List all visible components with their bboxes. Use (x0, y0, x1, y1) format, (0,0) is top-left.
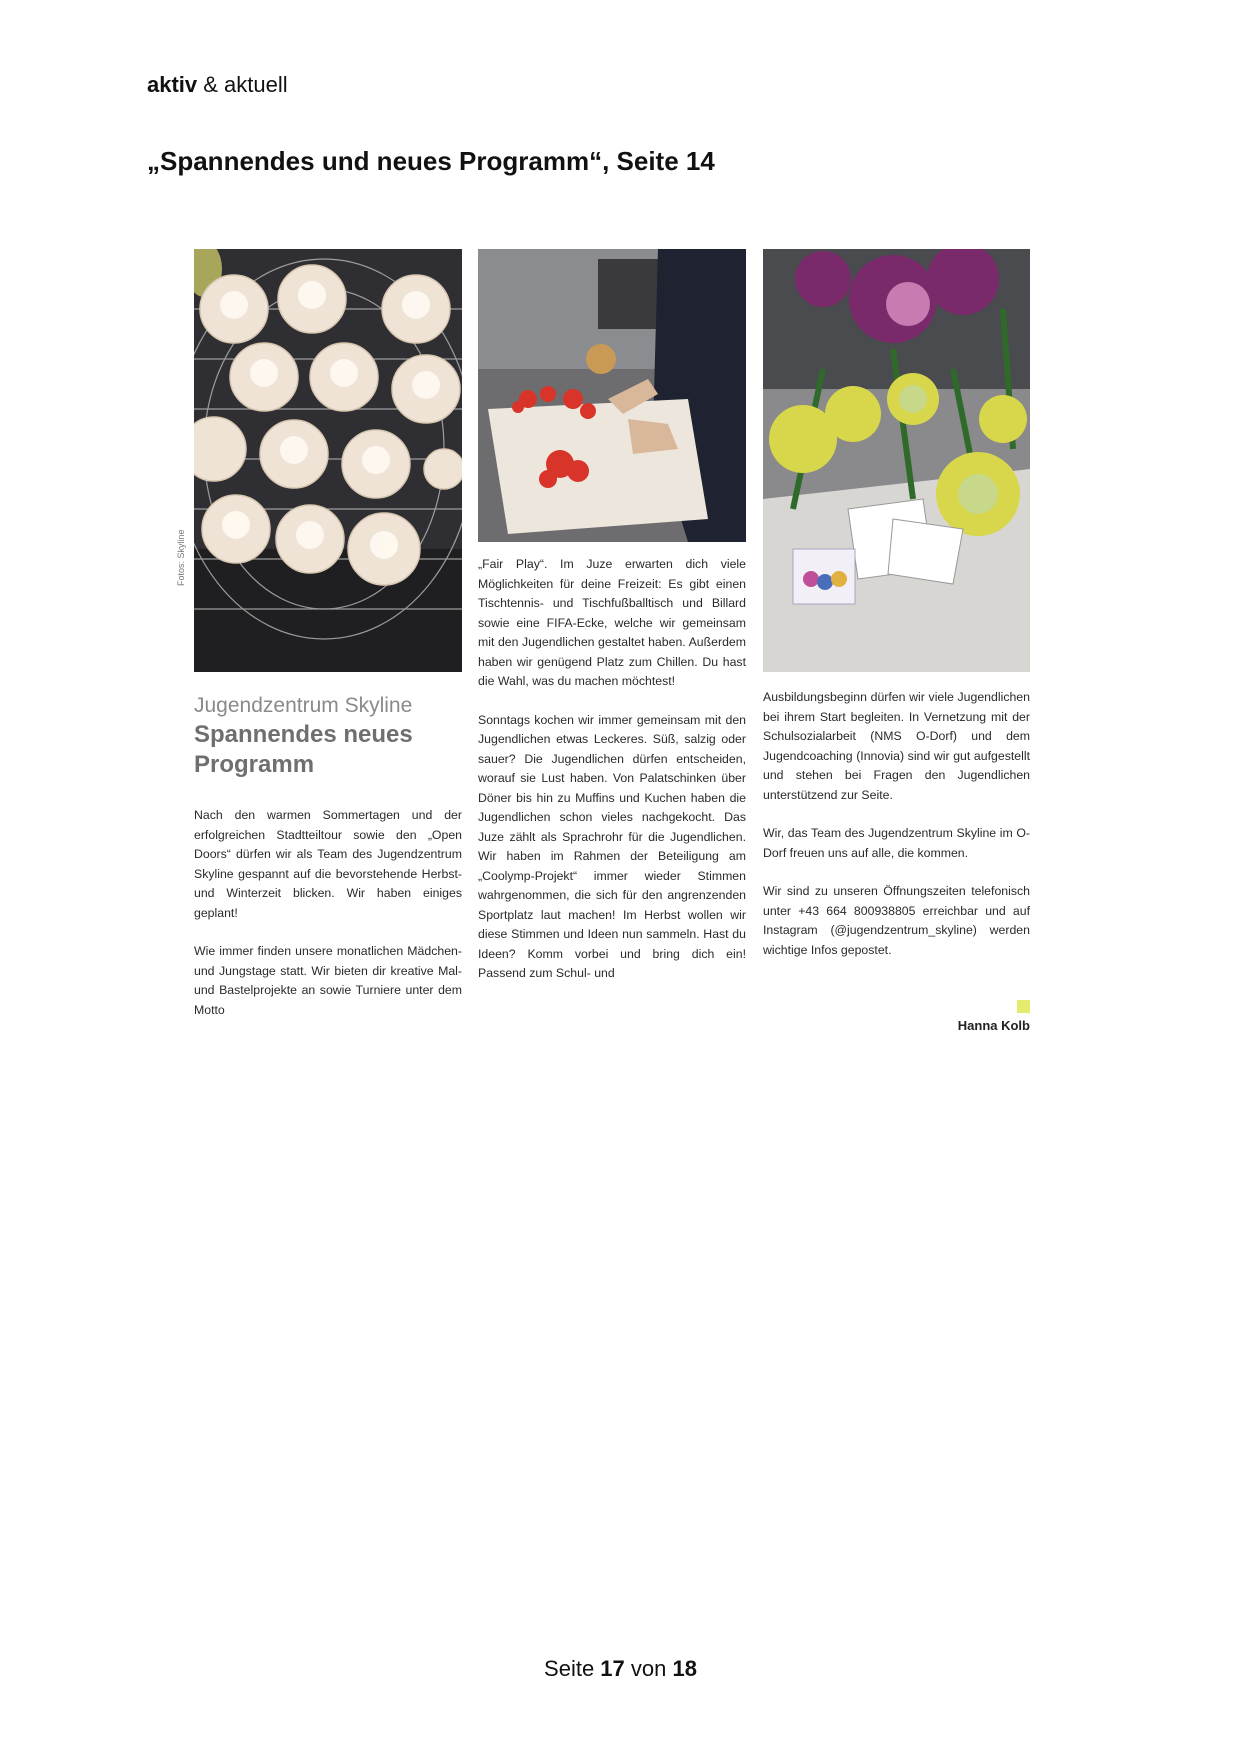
section-label (147, 72, 288, 98)
column-1-paragraph: Nach den warmen Sommertagen und der erfolgreichen Stadtteiltour sowie den „Open Doors“ dürfen wir als Team des Jugendzentrum Skyline gespannt auf die bevorstehende Herbst- und Winterzeit blicken. Wir haben einiges geplant! (194, 808, 462, 920)
column-3-paragraph: Wir sind zu unseren Öffnungszeiten telefonisch unter +43 664 800938805 erreichbar und auf Instagram (@jugendzentrum_skyline) werden wichtige Infos gepostet. (763, 884, 1030, 957)
column-2-paragraph: „Fair Play“. Im Juze erwarten dich viele Möglichkeiten für deine Freizeit: Es gibt einen Tischtennis- und Tischfußballtisch und Billard sowie eine FIFA-Ecke, welche wir gemeinsam mit den Jugendlichen gestaltet haben. Außerdem haben wir genügend Platz zum Chillen. Du hast die Wahl, was du machen möchtest! (478, 557, 746, 688)
page-number-current: 17 (600, 1656, 625, 1681)
muffins-photo (194, 249, 462, 672)
article-column-2 (478, 555, 746, 1003)
page-number-middle: von (624, 1656, 673, 1681)
column-3-paragraph: Ausbildungsbeginn dürfen wir viele Jugendlichen bei ihrem Start begleiten. In Vernetzung mit der Schulsozialarbeit (NMS O-Dorf) und dem Jugendcoaching (Innovia) sind wir gut aufgestellt und stehen bei Fragen den Jugendlichen unterstützend zur Seite. (763, 690, 1030, 802)
flowers-photo (763, 249, 1030, 672)
page-number-prefix: Seite (544, 1656, 601, 1681)
section-label-bold: aktiv (147, 72, 198, 97)
column-3-paragraph: Wir, das Team des Jugendzentrum Skyline im O-Dorf freuen uns auf alle, die kommen. (763, 826, 1030, 860)
article-author: Hanna Kolb (957, 1018, 1030, 1033)
page-number (0, 1656, 1241, 1682)
section-label-rest: & aktuell (197, 72, 288, 97)
article-kicker: Jugendzentrum Skyline (194, 694, 413, 717)
page-number-total: 18 (672, 1656, 697, 1681)
article-column-3 (763, 688, 1030, 979)
article-column-1 (194, 806, 462, 1039)
article-headline: Spannendes neues Programm (194, 721, 413, 778)
column-1-paragraph: Wie immer finden unsere monatlichen Mädchen- und Jungstage statt. Wir bieten dir kreative Mal- und Bastelprojekte an sowie Turniere unter dem Motto (194, 944, 462, 1017)
column-2-paragraph: Sonntags kochen wir immer gemeinsam mit den Jugendlichen etwas Leckeres. Süß, salzig oder sauer? Die Jugendlichen dürfen entscheiden, worauf sie Lust haben. Von Palatschinken über Döner bis hin zu Muffins und Kuchen haben die Jugendlichen schon vieles nachgekocht. Das Juze zählt als Sprachrohr für die Jugendlichen. Wir haben im Rahmen der Beteiligung am „Coolymp-Projekt“ immer wieder Stimmen wahrgenommen, die sich für den angrenzenden Sportplatz laut machen! Im Herbst wollen wir diese Stimmen und Ideen nun sammeln. Hast du Ideen? Komm vorbei und bring dich ein! Passend zum Schul- und (478, 712, 746, 980)
newspaper-clipping (176, 246, 1030, 1046)
cooking-photo (478, 249, 746, 542)
article-end-mark (1017, 1000, 1030, 1013)
document-title: „Spannendes und neues Programm“, Seite 14 (147, 146, 715, 176)
photo-credit: Fotos: Skyline (176, 529, 186, 586)
